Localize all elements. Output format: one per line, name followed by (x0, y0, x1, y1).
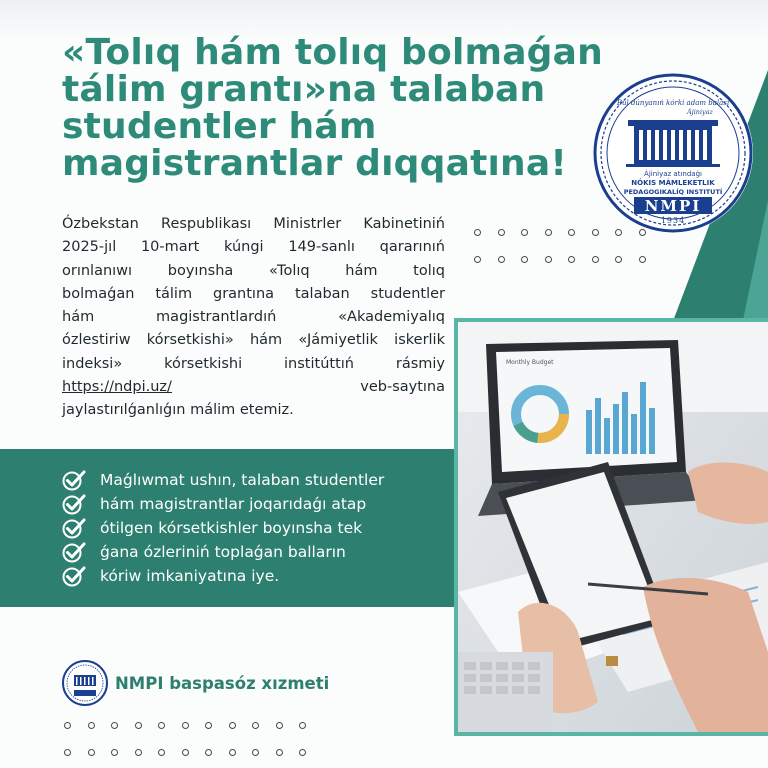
decorative-dot (252, 722, 259, 729)
announcement-paragraph (62, 213, 445, 423)
decorative-dot (639, 256, 646, 263)
decorative-dot (88, 722, 95, 729)
decorative-dot (545, 256, 552, 263)
headline-line: magistrantlar dıqqatına! (62, 143, 567, 184)
checklist-item (62, 564, 384, 588)
decorative-dot (252, 749, 259, 756)
decorative-dot (135, 722, 142, 729)
decorative-dot (299, 722, 306, 729)
paragraph-line: hám magistrantlardıń «Akademiyalıq (62, 309, 445, 326)
decorative-dot (498, 229, 505, 236)
headline-line: studentler hám (62, 106, 377, 147)
checklist-item (62, 468, 384, 492)
office-photo (458, 322, 768, 732)
decorative-dot (615, 229, 622, 236)
logo-abbr: NMPI (644, 197, 702, 215)
paragraph-line-with-link (62, 376, 445, 399)
decorative-dot (111, 749, 118, 756)
decorative-dot (276, 722, 283, 729)
decorative-dot (615, 256, 622, 263)
checkmark-icon (62, 517, 86, 539)
paragraph-link-suffix: veb-saytına (360, 379, 445, 396)
decorative-dot (182, 722, 189, 729)
footer-logo-icon (62, 660, 108, 706)
decorative-dot (88, 749, 95, 756)
logo-name-line: Ájiniyaz atındaǵı (644, 170, 702, 178)
checklist-text: ǵana ózleriniń toplaǵan balların (100, 543, 346, 561)
logo-year: 1934 (660, 216, 686, 225)
paragraph-line: indeksi» kórsetkishi institúttıń rásmiy (62, 355, 445, 372)
checklist-item (62, 540, 384, 564)
checklist-text: Maǵlıwmat ushın, talaban studentler (100, 471, 385, 489)
decorative-dot (568, 256, 575, 263)
paragraph-line: jaylastırılǵanlıǵın málim etemiz. (62, 402, 294, 419)
headline-line: tálim grantı»na talaban (62, 69, 546, 110)
headline (62, 34, 622, 182)
headline-line: «Tolıq hám tolıq bolmaǵan (62, 32, 603, 73)
logo-name-line: PEDAGOGIKALÍQ INSTITUTÍ (623, 188, 723, 196)
decorative-dot (64, 722, 71, 729)
press-service-label: NMPI baspasóz xızmeti (115, 674, 330, 693)
logo-motto-author: Ájiniyaz (686, 108, 714, 116)
logo-name-line: NÓKIS MÁMLEKETLIK (631, 179, 715, 187)
decorative-dot (639, 229, 646, 236)
dot-pattern (64, 722, 306, 756)
decorative-dot (64, 749, 71, 756)
checklist (62, 468, 384, 588)
checkmark-icon (62, 565, 86, 587)
decorative-dot (545, 229, 552, 236)
decorative-dot (182, 749, 189, 756)
decorative-dot (299, 749, 306, 756)
paragraph-line: 2025-jıl 10-mart kúngi 149-sanlı qararınıń (62, 239, 445, 256)
decorative-dot (498, 256, 505, 263)
decorative-dot (158, 749, 165, 756)
decorative-dot (474, 229, 481, 236)
decorative-dot (229, 749, 236, 756)
paragraph-line: Ózbekstan Respublikası Ministrler Kabinetiniń (62, 216, 445, 232)
paragraph-line: orınlanıwı boyınsha «Tolıq hám tolıq (62, 262, 445, 279)
paragraph-line: ózlestiriw kórsetkishi» hám «Jámiyetlik iskerlik (62, 332, 445, 349)
decorative-dot (276, 749, 283, 756)
checklist-text: ótilgen kórsetkishler boyınsha tek (100, 519, 363, 537)
decorative-dot (521, 229, 528, 236)
decorative-dot (229, 722, 236, 729)
decorative-dot (521, 256, 528, 263)
checklist-text: kóriw imkaniyatına iye. (100, 567, 280, 585)
decorative-dot (205, 749, 212, 756)
decorative-dot (135, 749, 142, 756)
dot-pattern (474, 229, 646, 263)
decorative-dot (592, 256, 599, 263)
decorative-dot (111, 722, 118, 729)
checkmark-icon (62, 541, 86, 563)
decorative-dot (474, 256, 481, 263)
website-link[interactable]: https://ndpi.uz/ (62, 379, 172, 396)
decorative-dot (158, 722, 165, 729)
logo-motto: Bul dúnyanıń kórki adam balası (616, 99, 730, 107)
checkmark-icon (62, 493, 86, 515)
decorative-dot (205, 722, 212, 729)
institute-logo (592, 72, 754, 234)
checklist-item (62, 516, 384, 540)
checklist-text: hám magistrantlar joqarıdaǵı atap (100, 495, 367, 513)
laptop-screen-title: Monthly Budget (506, 359, 554, 366)
decorative-dot (592, 229, 599, 236)
decorative-dot (568, 229, 575, 236)
paragraph-line: bolmaǵan tálim grantına talaban studentler (62, 285, 445, 302)
checkmark-icon (62, 469, 86, 491)
checklist-item (62, 492, 384, 516)
